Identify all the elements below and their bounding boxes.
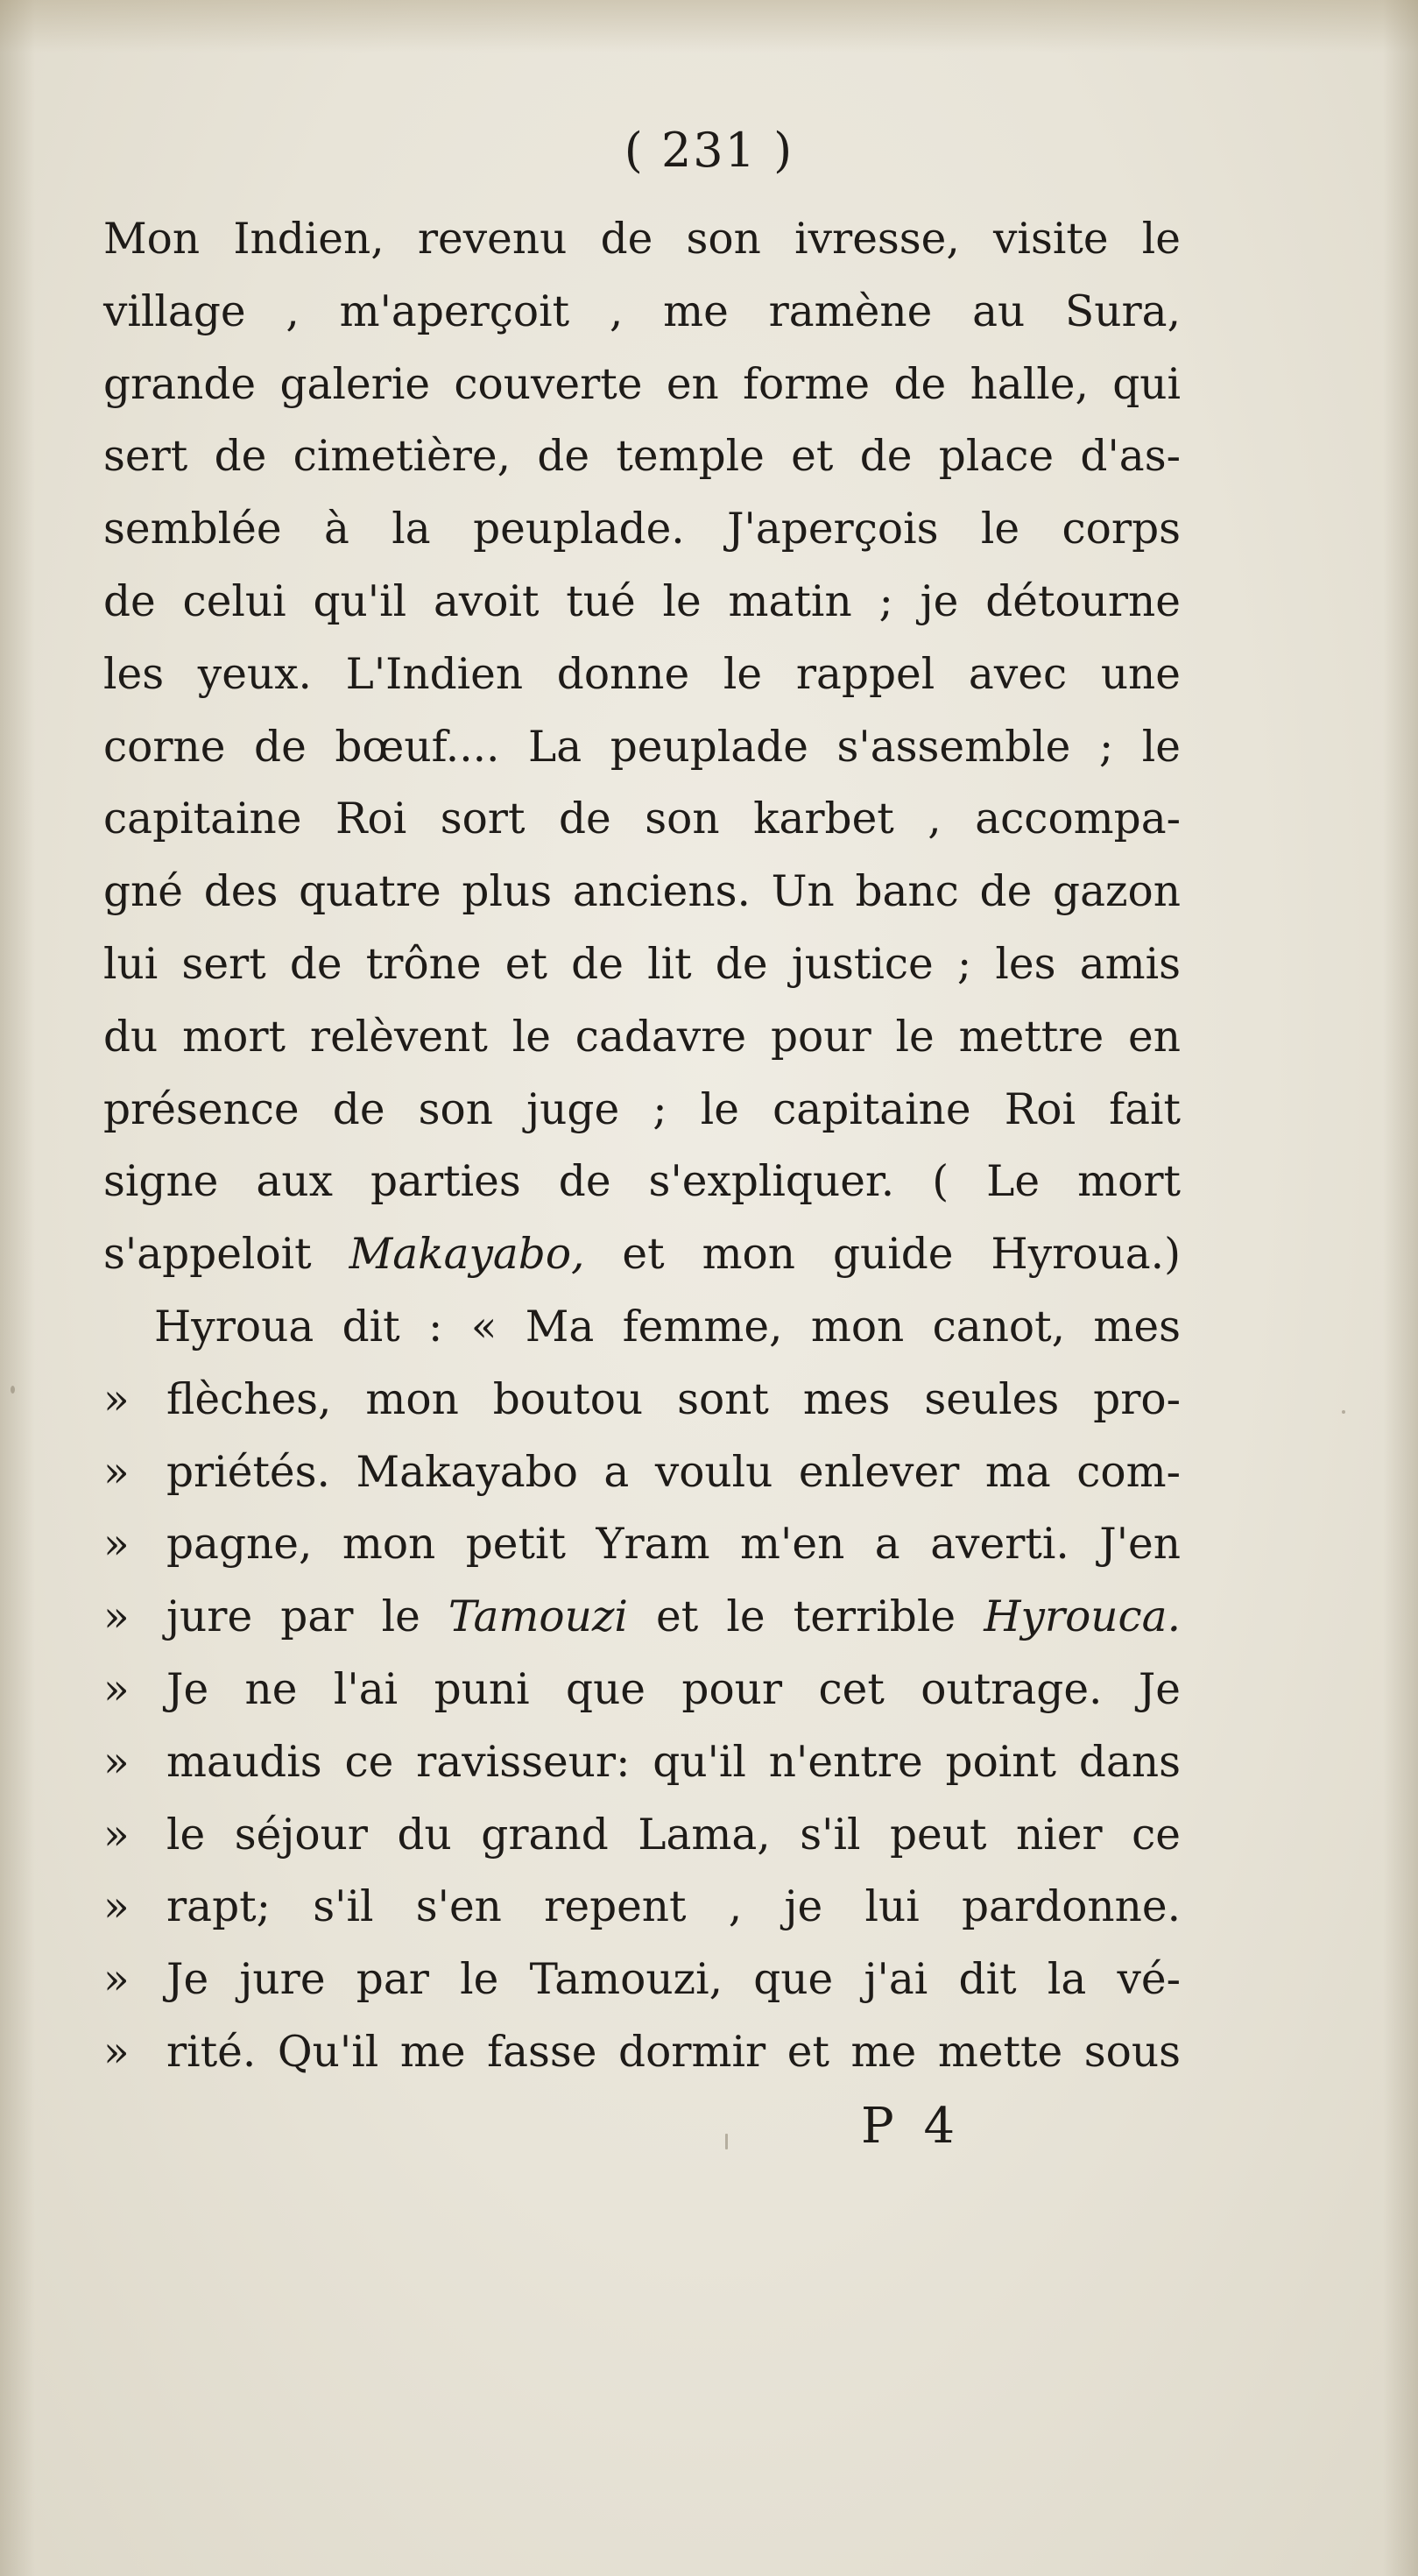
text-line: semblée à la peuplade. J'aperçois le corps	[103, 505, 1181, 554]
text-line: lui sert de trône et de lit de justice ; les amis	[103, 939, 1181, 989]
italic-name: Tamouzi	[448, 1592, 628, 1642]
text-segment: s'appeloit	[103, 1230, 349, 1280]
guillemet-mark: »	[103, 1810, 130, 1860]
quote-line	[103, 1871, 1181, 1944]
page-edge-shadow-right	[1383, 0, 1418, 2576]
text-line: corne de bœuf.... La peuplade s'assemble ; le	[103, 722, 1181, 772]
italic-name: Makayabo,	[349, 1230, 585, 1280]
italic-name: Hyrouca.	[984, 1592, 1181, 1642]
text-segment: et le terrible	[627, 1592, 984, 1642]
guillemet-mark: »	[103, 1664, 130, 1714]
quote-line	[103, 1581, 1181, 1654]
quote-text: Je jure par le Tamouzi, que j'ai dit la vé-	[166, 1955, 1181, 2005]
text-line: sert de cimetière, de temple et de place d'as-	[103, 432, 1181, 482]
body-text	[103, 203, 1181, 2089]
guillemet-mark: »	[103, 1520, 130, 1570]
quote-text: le séjour du grand Lama, s'il peut nier ce	[166, 1810, 1181, 1860]
quote-text: flèches, mon boutou sont mes seules pro-	[166, 1374, 1181, 1424]
quote-line	[103, 1944, 1181, 2016]
text-segment: et mon guide Hyroua.)	[584, 1230, 1182, 1280]
quote-line	[103, 1436, 1181, 1509]
quote-line	[103, 1654, 1181, 1726]
guillemet-mark: »	[103, 1374, 130, 1424]
text-line: de celui qu'il avoit tué le matin ; je détourne	[103, 576, 1181, 626]
paper-speck	[1342, 1410, 1345, 1414]
quote-text: rapt; s'il s'en repent , je lui pardonne.	[166, 1882, 1181, 1932]
quote-text	[166, 1581, 1181, 1654]
page-edge-stain-top	[0, 0, 1418, 53]
signature-mark: P 4	[861, 2098, 963, 2155]
quote-text: pagne, mon petit Yram m'en a averti. J'en	[166, 1520, 1181, 1570]
text-line: village , m'aperçoit , me ramène au Sura,	[103, 286, 1181, 336]
text-line	[103, 1218, 1181, 1291]
quote-line	[103, 1508, 1181, 1581]
text-line: signe aux parties de s'expliquer. ( Le mort	[103, 1157, 1181, 1207]
guillemet-mark: »	[103, 1955, 130, 2005]
paper-speck	[11, 1386, 15, 1394]
page-edge-shadow-left	[0, 0, 35, 2576]
quote-text: rité. Qu'il me fasse dormir et me mette sous	[166, 2027, 1181, 2077]
text-line: présence de son juge ; le capitaine Roi fait	[103, 1084, 1181, 1134]
quote-text: Je ne l'ai puni que pour cet outrage. Je	[166, 1664, 1181, 1714]
quote-line	[103, 1799, 1181, 1872]
paper-speck	[725, 2134, 728, 2149]
quote-line	[103, 1726, 1181, 1799]
text-line: Mon Indien, revenu de son ivresse, visite le	[103, 215, 1181, 264]
text-line: grande galerie couverte en forme de halle, qui	[103, 359, 1181, 409]
text-segment: jure par le	[166, 1592, 448, 1642]
text-line: capitaine Roi sort de son karbet , accompa-	[103, 794, 1181, 844]
guillemet-mark: »	[103, 1882, 130, 1932]
quote-text: maudis ce ravisseur: qu'il n'entre point dans	[166, 1737, 1181, 1787]
paragraph-start-line: Hyroua dit : « Ma femme, mon canot, mes	[154, 1302, 1181, 1352]
quote-line	[103, 1364, 1181, 1436]
quote-line	[103, 2016, 1181, 2089]
guillemet-mark: »	[103, 1737, 130, 1787]
text-line: gné des quatre plus anciens. Un banc de gazon	[103, 867, 1181, 917]
guillemet-mark: »	[103, 2027, 130, 2077]
quote-text: priétés. Makayabo a voulu enlever ma com-	[166, 1447, 1181, 1497]
text-line: du mort relèvent le cadavre pour le mettre en	[103, 1012, 1181, 1062]
guillemet-mark: »	[103, 1592, 130, 1642]
text-line: les yeux. L'Indien donne le rappel avec une	[103, 649, 1181, 699]
page-number-header: ( 231 )	[624, 123, 794, 178]
guillemet-mark: »	[103, 1447, 130, 1497]
